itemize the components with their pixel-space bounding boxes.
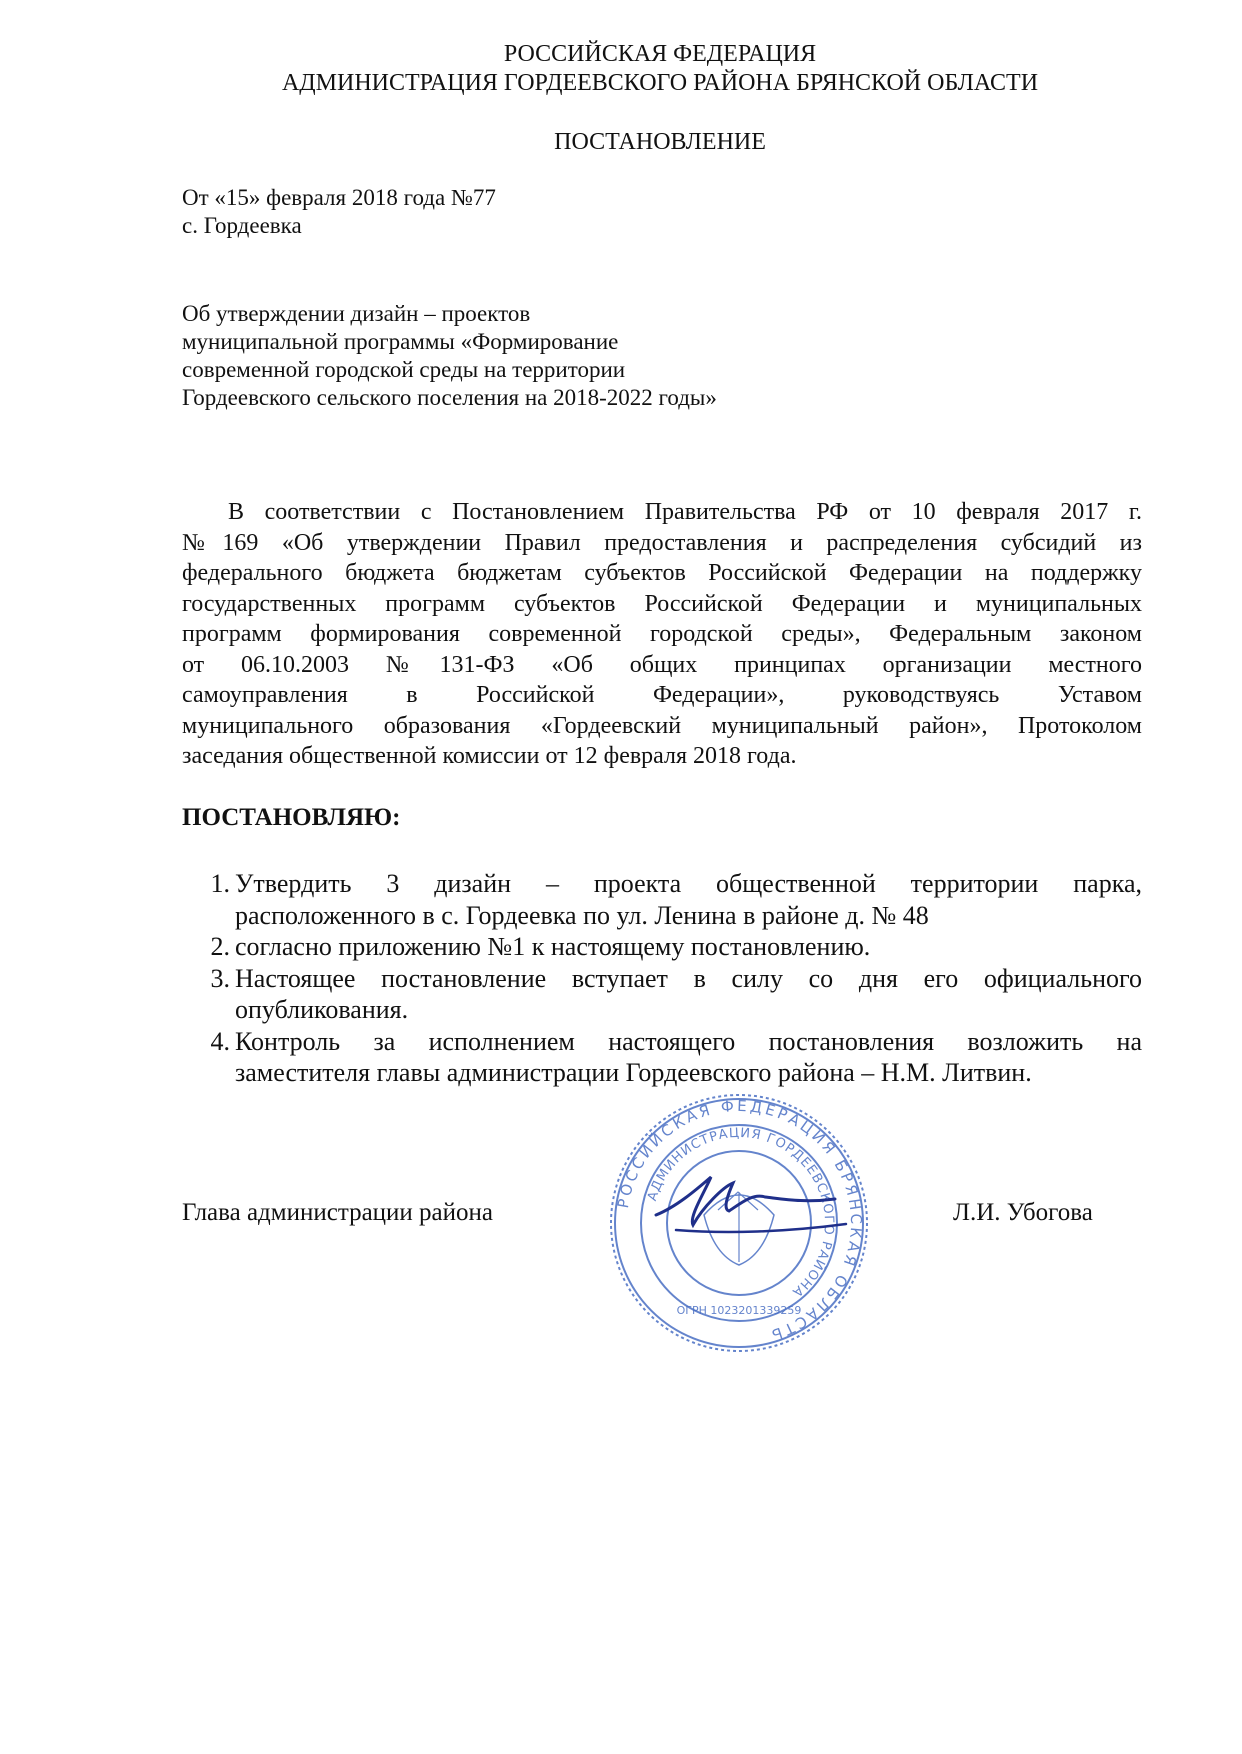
preamble-paragraph	[182, 497, 1142, 772]
document-title	[182, 300, 717, 412]
preamble-line: В соответствии с Постановлением Правительства РФ от 10 февраля 2017 г.	[228, 499, 1142, 525]
stamp-ogrn: ОГРН 1023201339259	[676, 1304, 802, 1317]
list-item-line: Настоящее постановление вступает в силу со дня его официального	[235, 963, 1142, 993]
preamble-line: самоуправления в Российской Федерации», руководствуясь Уставом	[182, 682, 1142, 708]
signatory-position: Глава администрации района	[182, 1199, 493, 1226]
handwritten-signature	[656, 1177, 835, 1225]
preamble-line: от 06.10.2003 №131-ФЗ «Об общих принципах организации местного	[182, 651, 1142, 678]
list-item-number: 3.	[210, 963, 230, 993]
list-item-line: согласно приложению №1 к настоящему постановлению.	[235, 932, 871, 961]
list-item-line: Утвердить 3 дизайн – проекта общественной территории парка,	[235, 869, 1142, 898]
official-stamp	[606, 1090, 872, 1356]
list-item-line: заместителя главы администрации Гордеевского района – Н.М. Литвин.	[235, 1058, 1032, 1087]
document-place: с. Гордеевка	[182, 213, 302, 238]
list-item-number: 2.	[210, 932, 230, 961]
list-item-number: 4.	[210, 1026, 230, 1056]
title-line: муниципальной программы «Формирование	[182, 329, 619, 354]
list-item-line: Контроль за исполнением настоящего постановления возложить на	[235, 1026, 1142, 1056]
preamble-line: №169 «Об утверждении Правил предоставления и распределения субсидий из	[182, 529, 1142, 556]
preamble-line: федерального бюджета бюджетам субъектов Российской Федерации на поддержку	[182, 560, 1142, 586]
signatory-name: Л.И. Убогова	[953, 1199, 1093, 1226]
preamble-line: программ формирования современной городской среды», Федеральным законом	[182, 621, 1142, 647]
list-item-line: опубликования.	[235, 995, 409, 1024]
document-date: От «15» февраля 2018 года №77	[182, 185, 496, 210]
title-line: Гордеевского сельского поселения на 2018-2022 годы»	[182, 385, 717, 410]
list-item	[182, 1026, 1142, 1089]
title-line: современной городской среды на территории	[182, 357, 626, 382]
preamble-line: государственных программ субъектов Российской Федерации и муниципальных	[182, 590, 1142, 617]
stamp-inner-text: АДМИНИСТРАЦИЯ ГОРДЕЕВСКОГО РАЙОНА	[645, 1125, 837, 1300]
resolve-heading: ПОСТАНОВЛЯЮ:	[182, 804, 401, 831]
list-item	[182, 868, 1142, 931]
list-item	[182, 963, 1142, 1026]
header-administration: АДМИНИСТРАЦИЯ ГОРДЕЕВСКОГО РАЙОНА БРЯНСКОЙ ОБЛАСТИ	[281, 70, 1039, 96]
stamp-outer-text: РОССИЙСКАЯ ФЕДЕРАЦИЯ БРЯНСКАЯ ОБЛАСТЬ	[613, 1096, 866, 1345]
list-item-number: 1.	[210, 869, 230, 898]
document-type: ПОСТАНОВЛЕНИЕ	[554, 129, 766, 155]
preamble-line: муниципального образования «Гордеевский муниципальный район», Протоколом	[182, 712, 1142, 739]
resolution-list	[182, 868, 1142, 1089]
header-country: РОССИЙСКАЯ ФЕДЕРАЦИЯ	[503, 41, 817, 67]
preamble-line: заседания общественной комиссии от 12 февраля 2018 года.	[182, 743, 797, 769]
list-item-line: расположенного в с. Гордеевка по ул. Ленина в районе д. № 48	[235, 900, 929, 930]
signature-underline	[676, 1224, 846, 1232]
list-item	[182, 931, 1142, 963]
title-line: Об утверждении дизайн – проектов	[182, 301, 531, 326]
